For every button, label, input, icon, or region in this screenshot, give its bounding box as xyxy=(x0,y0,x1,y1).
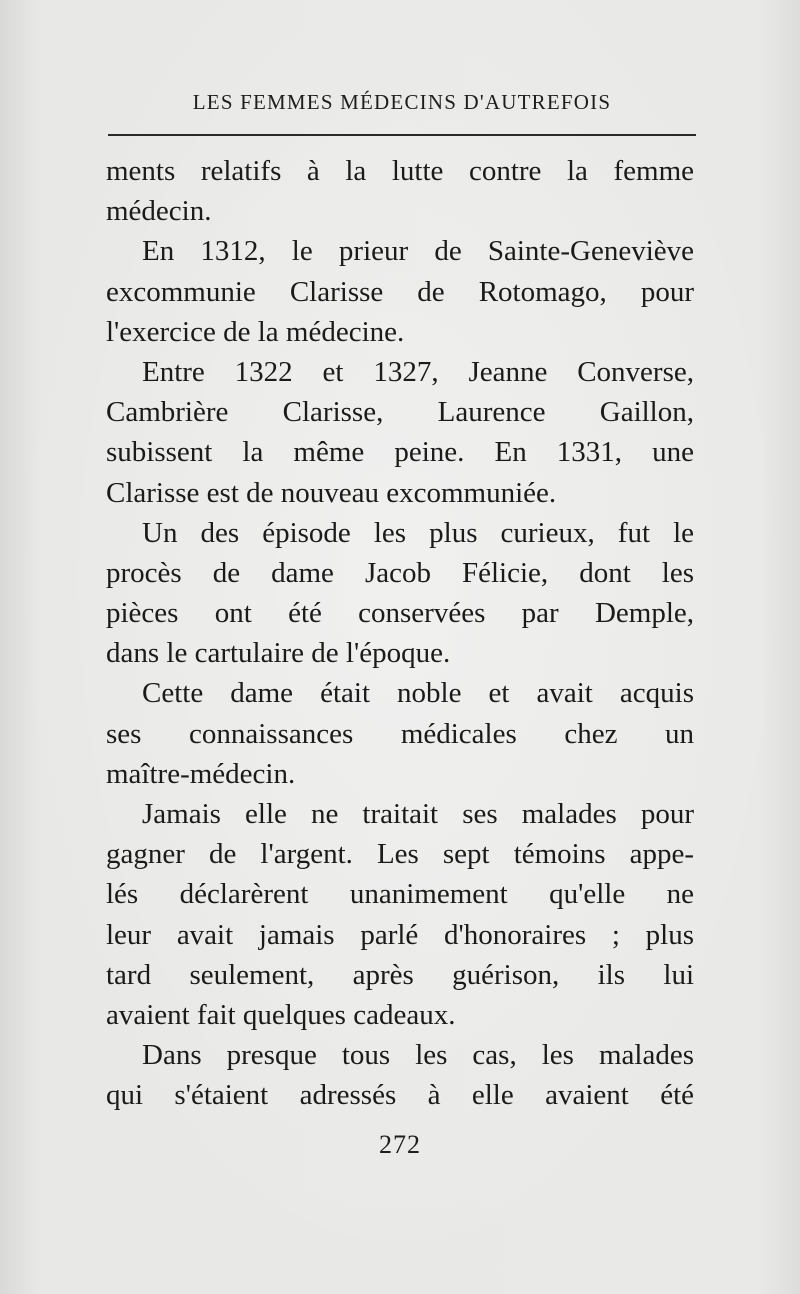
text-line: Jamais elle ne traitait ses malades pour xyxy=(142,798,694,830)
text-line: Clarisse est de nouveau excommuniée. xyxy=(106,476,557,509)
text-line: avaient fait quelques cadeaux. xyxy=(106,998,456,1031)
text-line: subissent la même peine. En 1331, une xyxy=(106,436,694,469)
running-header: LES FEMMES MÉDECINS D'AUTREFOIS xyxy=(192,90,612,114)
text-line: qui s'étaient adressés à elle avaient été xyxy=(106,1079,694,1112)
text-line: En 1312, le prieur de Sainte-Geneviève xyxy=(142,235,694,268)
text-line: maître-médecin. xyxy=(106,757,296,790)
text-line: gagner de l'argent. Les sept témoins appe- xyxy=(106,838,694,871)
text-line: médecin. xyxy=(106,195,212,228)
text-line: l'exercice de la médecine. xyxy=(106,315,405,348)
text-line: excommunie Clarisse de Rotomago, pour xyxy=(106,275,694,308)
text-line: tard seulement, après guérison, ils lui xyxy=(106,958,694,991)
text-line: Un des épisode les plus curieux, fut le xyxy=(142,516,694,549)
text-line: Entre 1322 et 1327, Jeanne Converse, xyxy=(142,355,694,388)
text-line: pièces ont été conservées par Demple, xyxy=(106,597,694,630)
text-line: Dans presque tous les cas, les malades xyxy=(142,1039,694,1072)
text-line: Cette dame était noble et avait acquis xyxy=(142,677,694,710)
body-text xyxy=(106,151,694,1116)
text-line: leur avait jamais parlé d'honoraires ; plus xyxy=(106,918,694,951)
header-rule xyxy=(108,134,696,136)
text-line: ments relatifs à la lutte contre la femme xyxy=(106,155,694,187)
text-line: procès de dame Jacob Félicie, dont les xyxy=(106,556,694,589)
text-line: ses connaissances médicales chez un xyxy=(106,717,694,750)
text-line: dans le cartulaire de l'époque. xyxy=(106,637,451,670)
text-line: lés déclarèrent unanimement qu'elle ne xyxy=(106,878,694,911)
page-number: 272 xyxy=(379,1130,421,1159)
text-line: Cambrière Clarisse, Laurence Gaillon, xyxy=(106,396,694,429)
